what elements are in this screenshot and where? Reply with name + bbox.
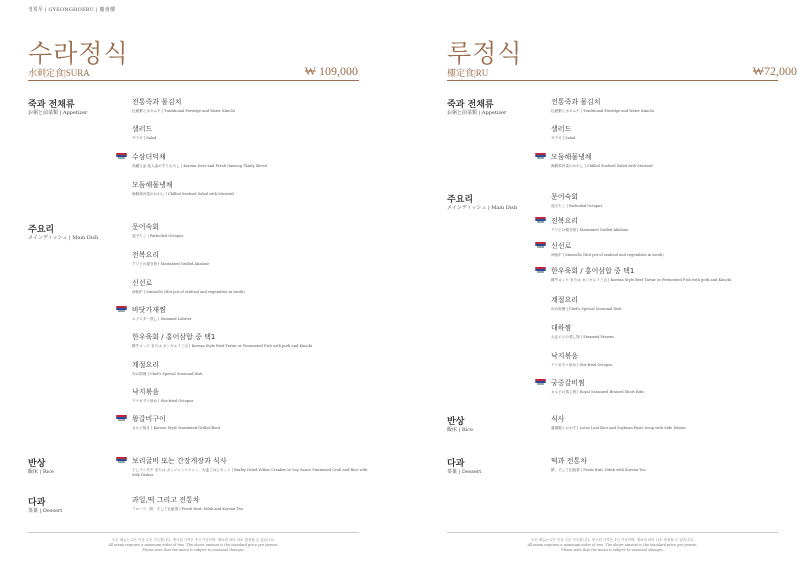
section-title: 반상 bbox=[28, 459, 46, 469]
header-brand: 정희무 | GYEONGHOEBU | 慶會樓 bbox=[28, 7, 116, 13]
item-desc: ロブスター蒸し | Steamed Lobster bbox=[132, 317, 192, 321]
menu-item bbox=[132, 305, 392, 322]
item-name: 수삼더덕채 bbox=[132, 153, 166, 161]
menu-item bbox=[132, 124, 392, 141]
footer-divider bbox=[28, 532, 359, 533]
menu-item bbox=[551, 414, 810, 431]
section-subtitle: 飯床 | Rice bbox=[28, 469, 54, 475]
item-desc: 餅、そして伝統茶 | Fresh fruit, Dduk with Korean Tea bbox=[551, 468, 646, 472]
footer-line-en-2: Please note that the menu is subject to seasonal changes. bbox=[561, 547, 664, 552]
item-name: 궁중갈비찜 bbox=[551, 379, 585, 387]
menu-title: 루정식 bbox=[447, 39, 523, 68]
section-title: 반상 bbox=[447, 417, 465, 427]
item-desc: アワビの焼き物 | Marinated Grilled Abalone bbox=[132, 262, 210, 266]
menu-item bbox=[551, 216, 810, 233]
item-desc: 干しイシモチ または カンジャンケジャン、大麦ごはんセット | Barley Dried Yellow Croaker or Soy Sauce Marinated Crab and Rice with Side Dishes bbox=[132, 468, 368, 477]
signature-badge-icon bbox=[535, 153, 546, 159]
section-title: 다과 bbox=[447, 459, 465, 469]
item-desc: 旬の料理 | Chef's Special Seasonal Dish bbox=[551, 307, 622, 311]
item-name: 모둠해물냉채 bbox=[132, 181, 173, 189]
signature-badge-icon bbox=[116, 457, 127, 463]
menu-item bbox=[551, 192, 810, 209]
menu-item bbox=[551, 152, 810, 169]
footer-line-en: All menu requires a minimum order of two. The above amount is the standard price per person. bbox=[108, 542, 279, 547]
menu-item bbox=[132, 332, 392, 349]
menu-item bbox=[551, 124, 810, 141]
menu-item bbox=[551, 456, 810, 473]
menu-item bbox=[551, 378, 810, 395]
footer-divider bbox=[447, 532, 778, 533]
item-name: 한우육회 / 홍어삼합 중 택1 bbox=[132, 333, 216, 341]
item-name: 계절요리 bbox=[551, 296, 579, 304]
menu-item bbox=[132, 456, 392, 478]
item-desc: カルビの蒸し物 | Royal Seasoned Braised Short Ribs bbox=[551, 390, 644, 394]
item-name: 문어숙회 bbox=[551, 193, 579, 201]
section-subtitle: お粥と前菜類 | Appetizer bbox=[447, 110, 507, 116]
menu-item bbox=[132, 360, 392, 377]
menu-page-ru bbox=[447, 0, 807, 567]
menu-price: ₩72,000 bbox=[752, 64, 797, 78]
section-subtitle: 飯床 | Rice bbox=[447, 427, 473, 433]
item-name: 샐러드 bbox=[132, 125, 153, 133]
menu-item bbox=[551, 97, 810, 114]
signature-badge-icon bbox=[535, 217, 546, 223]
menu-subtitle: 樓定食|RU bbox=[447, 68, 489, 78]
item-name: 샐러드 bbox=[551, 125, 572, 133]
section-subtitle: メインディッシュ | Main Dish bbox=[28, 235, 99, 241]
footer-line-ko: 모든 메뉴는 2인 이상 주문 가능합니다. 명시된 가격은 1인 기준이며, 재료에 따라 다소 변경될 수 있습니다. bbox=[530, 538, 695, 542]
item-desc: サラダ | Salad bbox=[132, 136, 157, 140]
menu-item bbox=[132, 250, 392, 267]
menu-item bbox=[132, 414, 392, 431]
item-desc: 大正エビの蒸し物 | Steamed Prawns bbox=[551, 335, 614, 339]
item-name: 식사 bbox=[551, 415, 565, 423]
menu-item bbox=[551, 241, 810, 258]
signature-badge-icon bbox=[116, 415, 127, 421]
menu-price: ₩ 109,000 bbox=[304, 64, 358, 78]
signature-badge-icon bbox=[116, 153, 127, 159]
item-name: 문어숙회 bbox=[132, 223, 160, 231]
item-desc: 神仙炉 | Sinseollo (Hot pot of seafood and vegetables in broth) bbox=[551, 253, 664, 257]
section-title: 다과 bbox=[28, 498, 46, 508]
menu-item bbox=[132, 387, 392, 404]
menu-item bbox=[132, 97, 392, 114]
footer-line-en: All menu requires a minimum order of two. The above amount is the standard price per person. bbox=[527, 542, 698, 547]
menu-item bbox=[132, 180, 392, 197]
menu-item bbox=[132, 278, 392, 295]
signature-badge-icon bbox=[535, 242, 546, 248]
item-name: 한우육회 / 홍어삼합 중 택1 bbox=[551, 267, 635, 275]
item-name: 낙지볶음 bbox=[132, 388, 160, 396]
item-name: 보리굴비 또는 간장게장과 식사 bbox=[132, 457, 227, 465]
section-title: 죽과 전채류 bbox=[28, 100, 75, 110]
item-desc: テナガダコ炒め | Stir-fried Octopus bbox=[551, 363, 613, 367]
section-subtitle: 茶菓 | Dessert bbox=[447, 469, 482, 475]
item-desc: 蓮葉飯とおかず | Lotus Leaf Rice and Soybean Paste Soup with Side Dishes bbox=[551, 426, 686, 430]
item-desc: 伝統粥と水キムチ | Traditional Porridge and Water Kimchi bbox=[551, 109, 654, 113]
item-desc: 伝統粥と水キムチ | Traditional Porridge and Water Kimchi bbox=[132, 109, 235, 113]
menu-subtitle: 水刺定食|SURA bbox=[28, 68, 90, 78]
item-desc: 茹でたこ | Parboiled Octopus bbox=[132, 234, 184, 238]
item-desc: サラダ | Salad bbox=[551, 136, 576, 140]
menu-item bbox=[132, 152, 392, 169]
item-name: 전복요리 bbox=[132, 251, 160, 259]
section-title: 죽과 전채류 bbox=[447, 100, 494, 110]
item-name: 낙지볶음 bbox=[551, 352, 579, 360]
menu-item bbox=[551, 266, 810, 283]
item-desc: カルビ焼き | Korean Style Marinated Grilled Beef bbox=[132, 426, 221, 430]
item-desc: 神仙炉 | Sinseollo (Hot pot of seafood and vegetables in broth) bbox=[132, 290, 245, 294]
signature-badge-icon bbox=[116, 306, 127, 312]
item-name: 과일,떡 그리고 전통차 bbox=[132, 496, 200, 504]
menu-footer-note bbox=[447, 538, 778, 553]
item-desc: 韓牛ユッケ または ガンギエイ三合 | Korean Style Beef Tartar or Fermented Fish with pork and Kimchi bbox=[132, 344, 313, 348]
footer-line-en-2: Please note that the menu is subject to seasonal changes. bbox=[142, 547, 245, 552]
item-name: 신선로 bbox=[132, 279, 153, 287]
item-desc: 海鮮和冷菜のかわし | Chilled Seafood Salad with Mustard bbox=[132, 192, 234, 196]
signature-badge-icon bbox=[535, 379, 546, 385]
item-desc: 旬の料理 | Chef's Special Seasonal Dish bbox=[132, 372, 203, 376]
item-desc: 茹でたこ | Parboiled Octopus bbox=[551, 204, 603, 208]
item-name: 떡과 전통차 bbox=[551, 457, 588, 465]
item-name: 전복요리 bbox=[551, 217, 579, 225]
item-desc: フルーツ、餅、そして伝統茶 | Fresh fruit, Dduk and Korean Tea bbox=[132, 507, 243, 511]
item-name: 전통죽과 물김치 bbox=[132, 98, 182, 106]
menu-title: 수라정식 bbox=[28, 39, 129, 68]
item-name: 왕갈비구이 bbox=[132, 415, 166, 423]
section-title: 주요리 bbox=[447, 195, 474, 205]
section-subtitle: メインディッシュ | Main Dish bbox=[447, 205, 518, 211]
item-name: 계절요리 bbox=[132, 361, 160, 369]
item-name: 바닷가재찜 bbox=[132, 306, 166, 314]
section-subtitle: お粥と前菜類 | Appetizer bbox=[28, 110, 88, 116]
item-name: 신선로 bbox=[551, 242, 572, 250]
item-name: 모둠해물냉채 bbox=[551, 153, 592, 161]
title-divider bbox=[447, 80, 778, 81]
item-name: 대하찜 bbox=[551, 324, 572, 332]
menu-page-sura bbox=[28, 0, 388, 567]
item-desc: 海鮮和冷菜のかわし | Chilled Seafood Salad with Mustard bbox=[551, 164, 653, 168]
item-desc: 韓牛ユッケ または ガンギエイ三合 | Korean Style Beef Tartar or Fermented Fish with pork and Kimchi bbox=[551, 278, 732, 282]
item-desc: 高麗人参 桔人参のすりおろし | Korean Deer and Fresh Ginseng Thinly Sliced bbox=[132, 164, 267, 168]
menu-item bbox=[132, 495, 392, 512]
menu-item bbox=[551, 351, 810, 368]
menu-item bbox=[551, 323, 810, 340]
item-name: 전통죽과 물김치 bbox=[551, 98, 601, 106]
section-title: 주요리 bbox=[28, 225, 55, 235]
title-divider bbox=[28, 80, 359, 81]
menu-item bbox=[551, 295, 810, 312]
menu-footer-note bbox=[28, 538, 359, 553]
footer-line-ko: 모든 메뉴는 2인 이상 주문 가능합니다. 명시된 가격은 1인 기준이며, 재료에 따라 다소 변경될 수 있습니다. bbox=[111, 538, 276, 542]
section-subtitle: 茶菓 | Dessert bbox=[28, 508, 63, 514]
item-desc: アワビの焼き物 | Marinated Grilled Abalone bbox=[551, 228, 629, 232]
signature-badge-icon bbox=[535, 267, 546, 273]
menu-item bbox=[132, 222, 392, 239]
item-desc: テナガダコ炒め | Stir-fried Octopus bbox=[132, 399, 194, 403]
